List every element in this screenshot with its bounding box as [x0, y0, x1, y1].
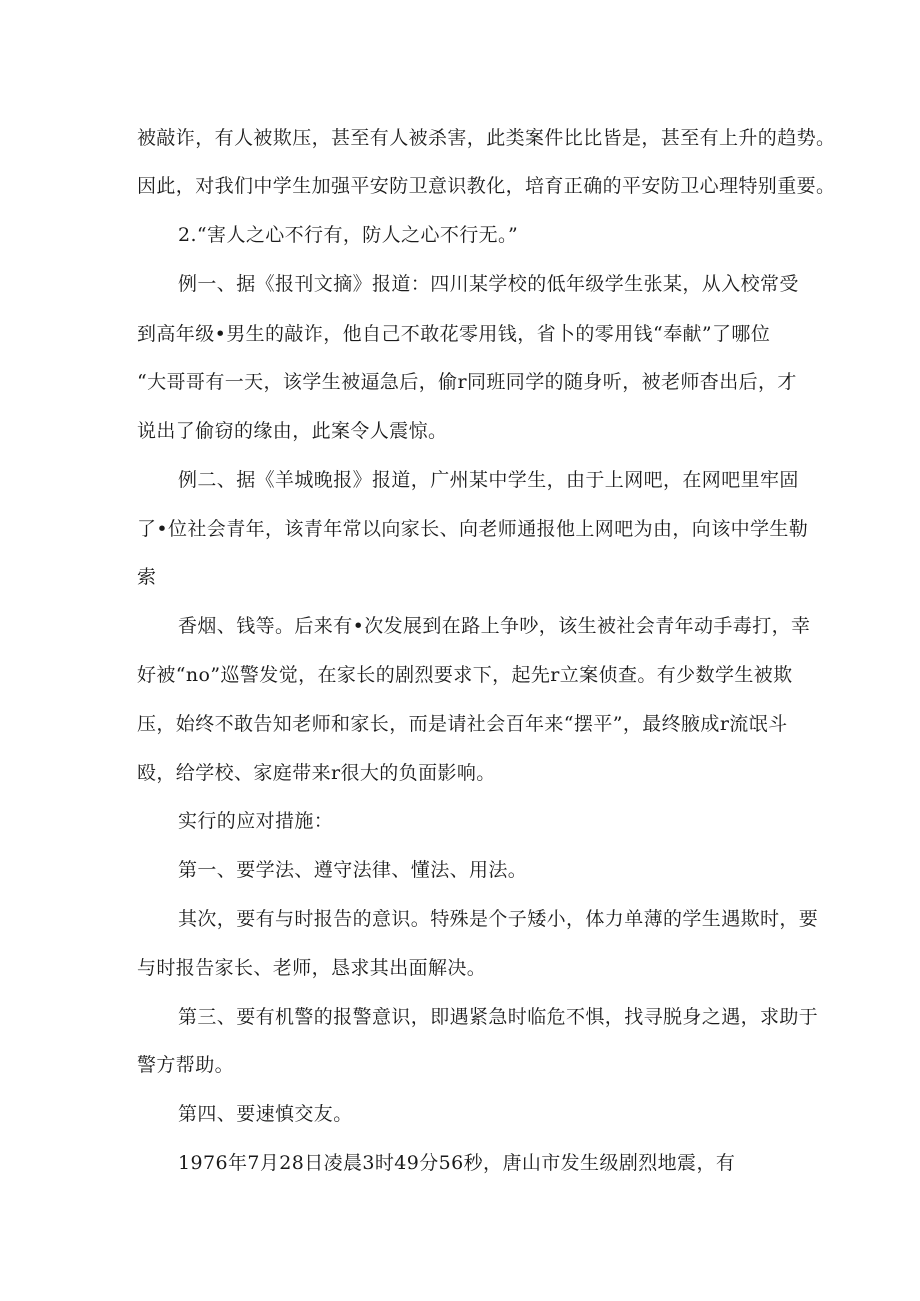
text-line-11: 香烟、钱等。后来有•次发展到在路上争吵，该生被社会青年动手毒打，幸	[178, 615, 811, 637]
text-line-16: 第一、要学法、遵守法律、懂法、用法。	[178, 859, 528, 881]
text-line-1: 被敲诈，有人被欺压，甚至有人被杀害，此类案件比比皆是，甚至有上升的趋势。	[137, 127, 836, 149]
text-line-4: 例一、据《报刊文摘》报道：四川某学校的低年级学生张某，从入校常受	[178, 273, 799, 295]
text-line-9: 了•位社会青年，该青年常以向家长、向老师通报他上网吧为由，向该中学生勒	[137, 518, 809, 540]
text-line-8: 例二、据《羊城晚报》报道，广州某中学生，由于上网吧，在网吧里牢固	[178, 469, 799, 491]
text-line-3: 2.“害人之心不行有，防人之心不行无。”	[178, 224, 519, 246]
text-line-20: 警方帮助。	[137, 1054, 235, 1076]
text-line-10: 索	[137, 566, 157, 588]
text-line-19: 第三、要有机警的报警意识，即遇紧急时临危不惧，找寻脱身之遇，求助于	[178, 1006, 819, 1028]
text-line-7: 说出了偷窃的缘由，此案令人震惊。	[137, 420, 448, 442]
text-line-13: 压，始终不敢告知老师和家长，而是请社会百年来“摆平”，最终腋成r流氓斗	[137, 713, 788, 735]
text-line-17: 其次，要有与时报告的意识。特殊是个子矮小，体力单薄的学生遇欺时，要	[178, 908, 819, 930]
text-line-15: 实行的应对措施：	[178, 810, 334, 832]
text-line-5: 到高年级•男生的敲诈，他自己不敢花零用钱，省卜的零用钱“奉献”了哪位	[137, 323, 771, 345]
text-line-12: 好被“no”巡警发觉，在家长的剧烈要求下，起先r立案侦查。有少数学生被欺	[137, 664, 793, 686]
text-line-22: 1976年7月28日凌晨3时49分56秒，唐山市发生级剧烈地震，有	[178, 1152, 736, 1174]
text-line-14: 殴，给学校、家庭带来r很大的负面影响。	[137, 762, 496, 784]
text-line-6: “大哥哥有一天，该学生被逼急后，偷r同班同学的随身听，被老师杳出后，才	[137, 371, 797, 393]
text-line-2: 因此，对我们中学生加强平安防卫意识教化，培育正确的平安防卫心理特别重要。	[137, 175, 836, 197]
text-line-18: 与时报告家长、老师，恳求其出面解决。	[137, 957, 487, 979]
text-line-21: 第四、要速慎交友。	[178, 1103, 353, 1125]
